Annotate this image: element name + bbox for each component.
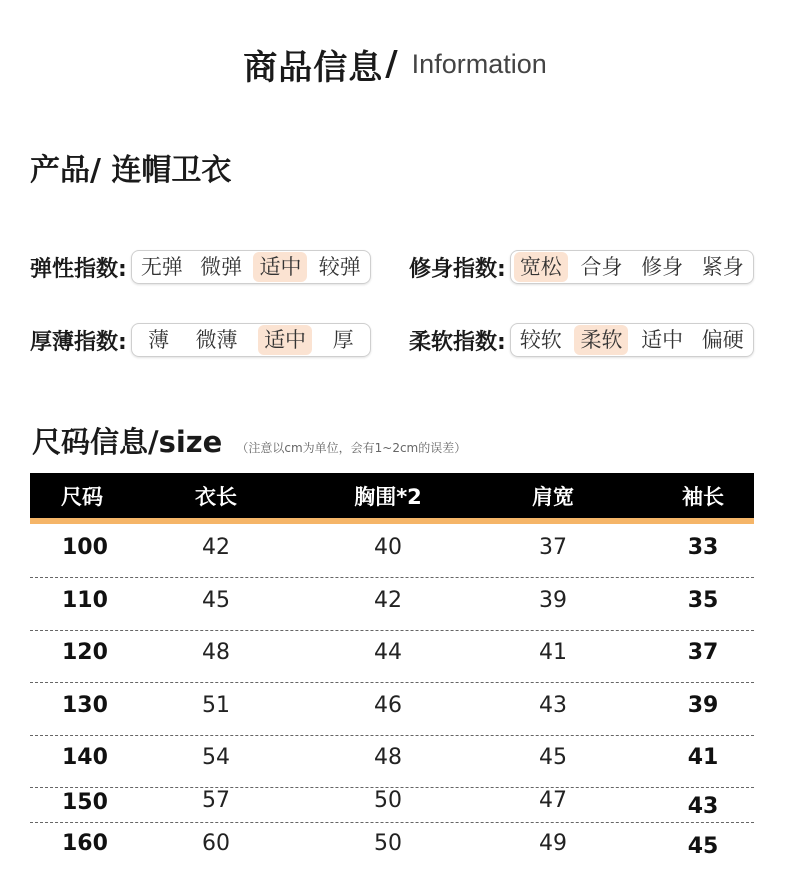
page-title — [0, 40, 790, 88]
column-header-shoulder: 肩宽 — [532, 484, 574, 509]
cell-size: 110 — [62, 588, 108, 613]
cell-size: 140 — [62, 745, 108, 770]
index-option: 偏硬 — [701, 328, 744, 352]
cell-chest: 44 — [374, 640, 402, 665]
index-option: 微弹 — [200, 255, 243, 279]
title-separator: / — [385, 44, 398, 84]
column-header-chest: 胸围*2 — [354, 484, 422, 509]
table-row — [30, 578, 754, 631]
index-option: 无弹 — [140, 255, 183, 279]
index-softness — [409, 323, 754, 357]
index-option: 较软 — [519, 328, 562, 352]
column-header-size: 尺码 — [61, 484, 103, 509]
cell-length: 60 — [202, 831, 230, 856]
index-option-selected: 柔软 — [574, 325, 628, 355]
cell-sleeve: 37 — [687, 640, 719, 665]
cell-shoulder: 47 — [539, 788, 567, 813]
index-option: 薄 — [148, 328, 170, 352]
index-label: 弹性指数: — [30, 256, 127, 282]
index-option: 适中 — [641, 328, 684, 352]
cell-shoulder: 45 — [539, 745, 567, 770]
cell-sleeve: 41 — [687, 745, 719, 770]
cell-size: 100 — [62, 535, 108, 560]
index-option-selected: 适中 — [258, 325, 312, 355]
table-row — [30, 780, 754, 823]
index-thickness — [30, 323, 371, 357]
cell-chest: 40 — [374, 535, 402, 560]
size-table-header — [30, 473, 754, 524]
cell-sleeve: 33 — [687, 535, 719, 560]
table-row — [30, 630, 754, 683]
product-name: 产品/ 连帽卫衣 — [30, 153, 232, 188]
cell-length: 51 — [202, 693, 230, 718]
cell-size: 130 — [62, 693, 108, 718]
cell-sleeve: 35 — [687, 588, 719, 613]
index-option: 厚 — [332, 328, 354, 352]
size-heading-text: 尺码信息/size — [32, 425, 223, 459]
cell-shoulder: 43 — [539, 693, 567, 718]
table-row — [30, 683, 754, 736]
index-option-selected: 适中 — [253, 252, 307, 282]
size-section-heading — [32, 420, 466, 461]
cell-chest: 50 — [374, 788, 402, 813]
cell-shoulder: 39 — [539, 588, 567, 613]
cell-length: 45 — [202, 588, 230, 613]
index-fit — [409, 250, 754, 284]
index-option: 微薄 — [195, 328, 238, 352]
cell-length: 57 — [202, 788, 230, 813]
cell-size: 160 — [62, 831, 108, 856]
index-label: 修身指数: — [409, 256, 506, 282]
cell-size: 120 — [62, 640, 108, 665]
index-label: 柔软指数: — [409, 329, 506, 355]
index-label: 厚薄指数: — [30, 329, 127, 355]
index-option: 较弹 — [318, 255, 361, 279]
cell-length: 54 — [202, 745, 230, 770]
column-header-sleeve: 袖长 — [682, 484, 724, 509]
index-option: 合身 — [580, 255, 623, 279]
table-row — [30, 823, 754, 875]
index-elasticity — [30, 250, 371, 284]
cell-length: 42 — [202, 535, 230, 560]
cell-chest: 46 — [374, 693, 402, 718]
cell-shoulder: 41 — [539, 640, 567, 665]
index-option-selected: 宽松 — [514, 252, 568, 282]
table-row — [30, 525, 754, 578]
cell-chest: 42 — [374, 588, 402, 613]
column-header-length: 衣长 — [195, 484, 237, 509]
index-option: 修身 — [641, 255, 684, 279]
cell-length: 48 — [202, 640, 230, 665]
cell-chest: 48 — [374, 745, 402, 770]
index-options — [510, 323, 754, 357]
cell-sleeve: 43 — [687, 794, 719, 819]
index-options — [510, 250, 754, 284]
title-chinese: 商品信息 — [243, 47, 384, 88]
index-options — [131, 250, 371, 284]
cell-size: 150 — [62, 790, 108, 815]
cell-shoulder: 49 — [539, 831, 567, 856]
cell-chest: 50 — [374, 831, 402, 856]
index-option: 紧身 — [701, 255, 744, 279]
size-heading-note: （注意以cm为单位，会有1~2cm的误差） — [236, 441, 467, 455]
cell-sleeve: 39 — [687, 693, 719, 718]
index-options — [131, 323, 371, 357]
title-english: Information — [411, 48, 547, 79]
cell-shoulder: 37 — [539, 535, 567, 560]
cell-sleeve: 45 — [687, 834, 719, 859]
